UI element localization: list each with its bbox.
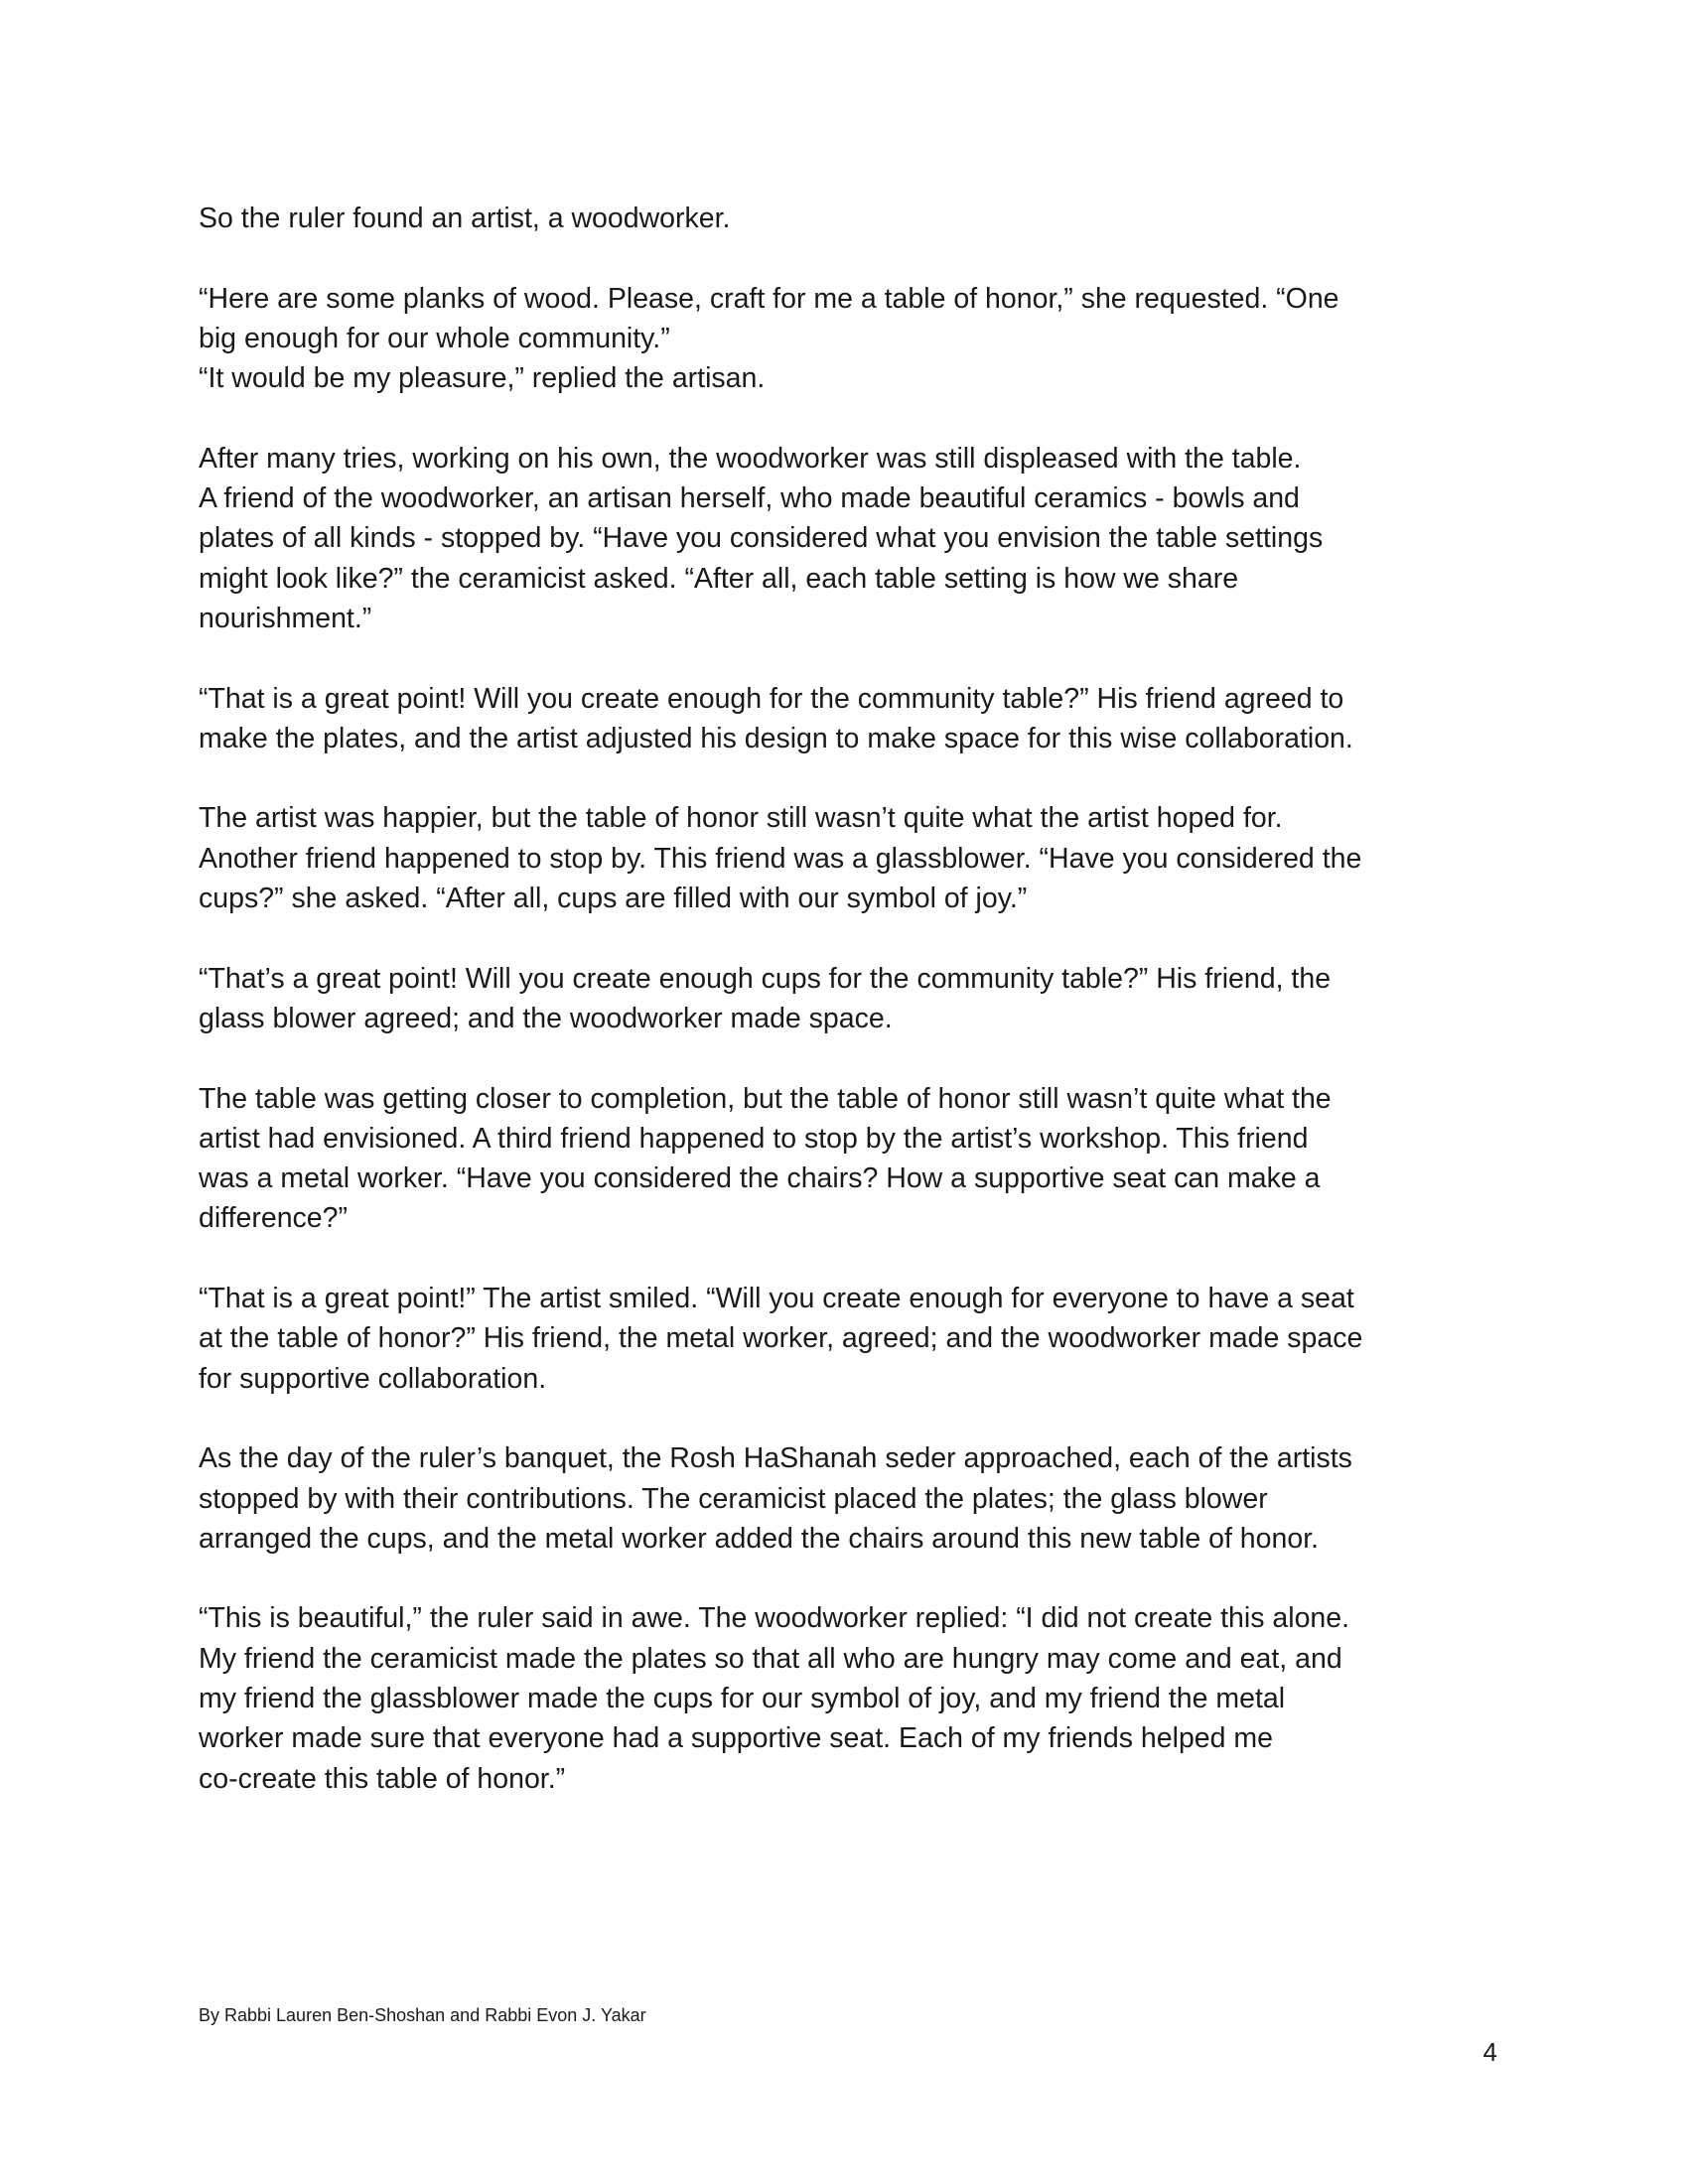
text-line: “That is a great point! Will you create enough for the community table?” His friend agreed to xyxy=(199,682,1344,715)
paragraph-gap xyxy=(199,1038,1499,1078)
paragraph-gap xyxy=(199,1239,1499,1279)
paragraph-gap xyxy=(199,638,1499,678)
text-line: at the table of honor?” His friend, the metal worker, agreed; and the woodworker made space xyxy=(199,1322,1363,1355)
paragraph xyxy=(199,1079,1499,1239)
text-line: “This is beautiful,” the ruler said in awe. The woodworker replied: “I did not create this alone. xyxy=(199,1602,1350,1635)
paragraph-gap xyxy=(199,918,1499,958)
paragraph-gap xyxy=(199,238,1499,278)
paragraph xyxy=(199,959,1499,1039)
paragraph xyxy=(199,199,1499,238)
text-line: “That’s a great point! Will you create enough cups for the community table?” His friend, the xyxy=(199,962,1332,995)
text-line: for supportive collaboration. xyxy=(199,1362,547,1395)
text-line: “It would be my pleasure,” replied the artisan. xyxy=(199,362,766,395)
story-body xyxy=(199,199,1499,1799)
text-line: arranged the cups, and the metal worker added the chairs around this new table of honor. xyxy=(199,1522,1320,1555)
paragraph-gap xyxy=(199,1399,1499,1438)
text-line: glass blower agreed; and the woodworker made space. xyxy=(199,1002,893,1034)
paragraph xyxy=(199,679,1499,759)
text-line: difference?” xyxy=(199,1202,348,1235)
text-line: make the plates, and the artist adjusted his design to make space for this wise collaboration. xyxy=(199,722,1353,754)
text-line: artist had envisioned. A third friend happened to stop by the artist’s workshop. This friend xyxy=(199,1122,1309,1155)
text-line: co-create this table of honor.” xyxy=(199,1762,566,1795)
text-line: “That is a great point!” The artist smiled. “Will you create enough for everyone to have a seat xyxy=(199,1283,1354,1315)
text-line: Another friend happened to stop by. This friend was a glassblower. “Have you considered the xyxy=(199,842,1362,875)
text-line: “Here are some planks of wood. Please, craft for me a table of honor,” she requested. “One xyxy=(199,282,1339,315)
paragraph-gap xyxy=(199,758,1499,798)
paragraph-gap xyxy=(199,398,1499,438)
paragraph xyxy=(199,1598,1499,1798)
text-line: my friend the glassblower made the cups for our symbol of joy, and my friend the metal xyxy=(199,1682,1286,1714)
paragraph xyxy=(199,279,1499,399)
text-line: nourishment.” xyxy=(199,602,372,634)
text-line: cups?” she asked. “After all, cups are filled with our symbol of joy.” xyxy=(199,883,1028,915)
text-line: The table was getting closer to completion, but the table of honor still wasn’t quite what the xyxy=(199,1082,1332,1115)
text-line: was a metal worker. “Have you considered the chairs? How a supportive seat can make a xyxy=(199,1162,1321,1195)
text-line: As the day of the ruler’s banquet, the Rosh HaShanah seder approached, each of the artists xyxy=(199,1442,1352,1475)
text-line: plates of all kinds - stopped by. “Have you considered what you envision the table settings xyxy=(199,522,1324,555)
text-line: The artist was happier, but the table of honor still wasn’t quite what the artist hoped for. xyxy=(199,802,1283,835)
text-line: worker made sure that everyone had a supportive seat. Each of my friends helped me xyxy=(199,1722,1273,1755)
text-line: After many tries, working on his own, the woodworker was still displeased with the table. xyxy=(199,442,1302,475)
text-line: My friend the ceramicist made the plates so that all who are hungry may come and eat, and xyxy=(199,1642,1342,1675)
text-line: might look like?” the ceramicist asked. “After all, each table setting is how we share xyxy=(199,562,1239,595)
text-line: So the ruler found an artist, a woodworker. xyxy=(199,203,731,234)
paragraph xyxy=(199,1438,1499,1559)
paragraph-gap xyxy=(199,1559,1499,1598)
page-number: 4 xyxy=(1482,2037,1497,2067)
text-line: stopped by with their contributions. The ceramicist placed the plates; the glass blower xyxy=(199,1482,1268,1515)
paragraph xyxy=(199,798,1499,918)
paragraph xyxy=(199,1279,1499,1399)
text-line: big enough for our whole community.” xyxy=(199,322,670,354)
author-credit: By Rabbi Lauren Ben-Shoshan and Rabbi Evon J. Yakar xyxy=(199,2005,646,2025)
paragraph xyxy=(199,439,1499,638)
text-line: A friend of the woodworker, an artisan herself, who made beautiful ceramics - bowls and xyxy=(199,482,1300,515)
